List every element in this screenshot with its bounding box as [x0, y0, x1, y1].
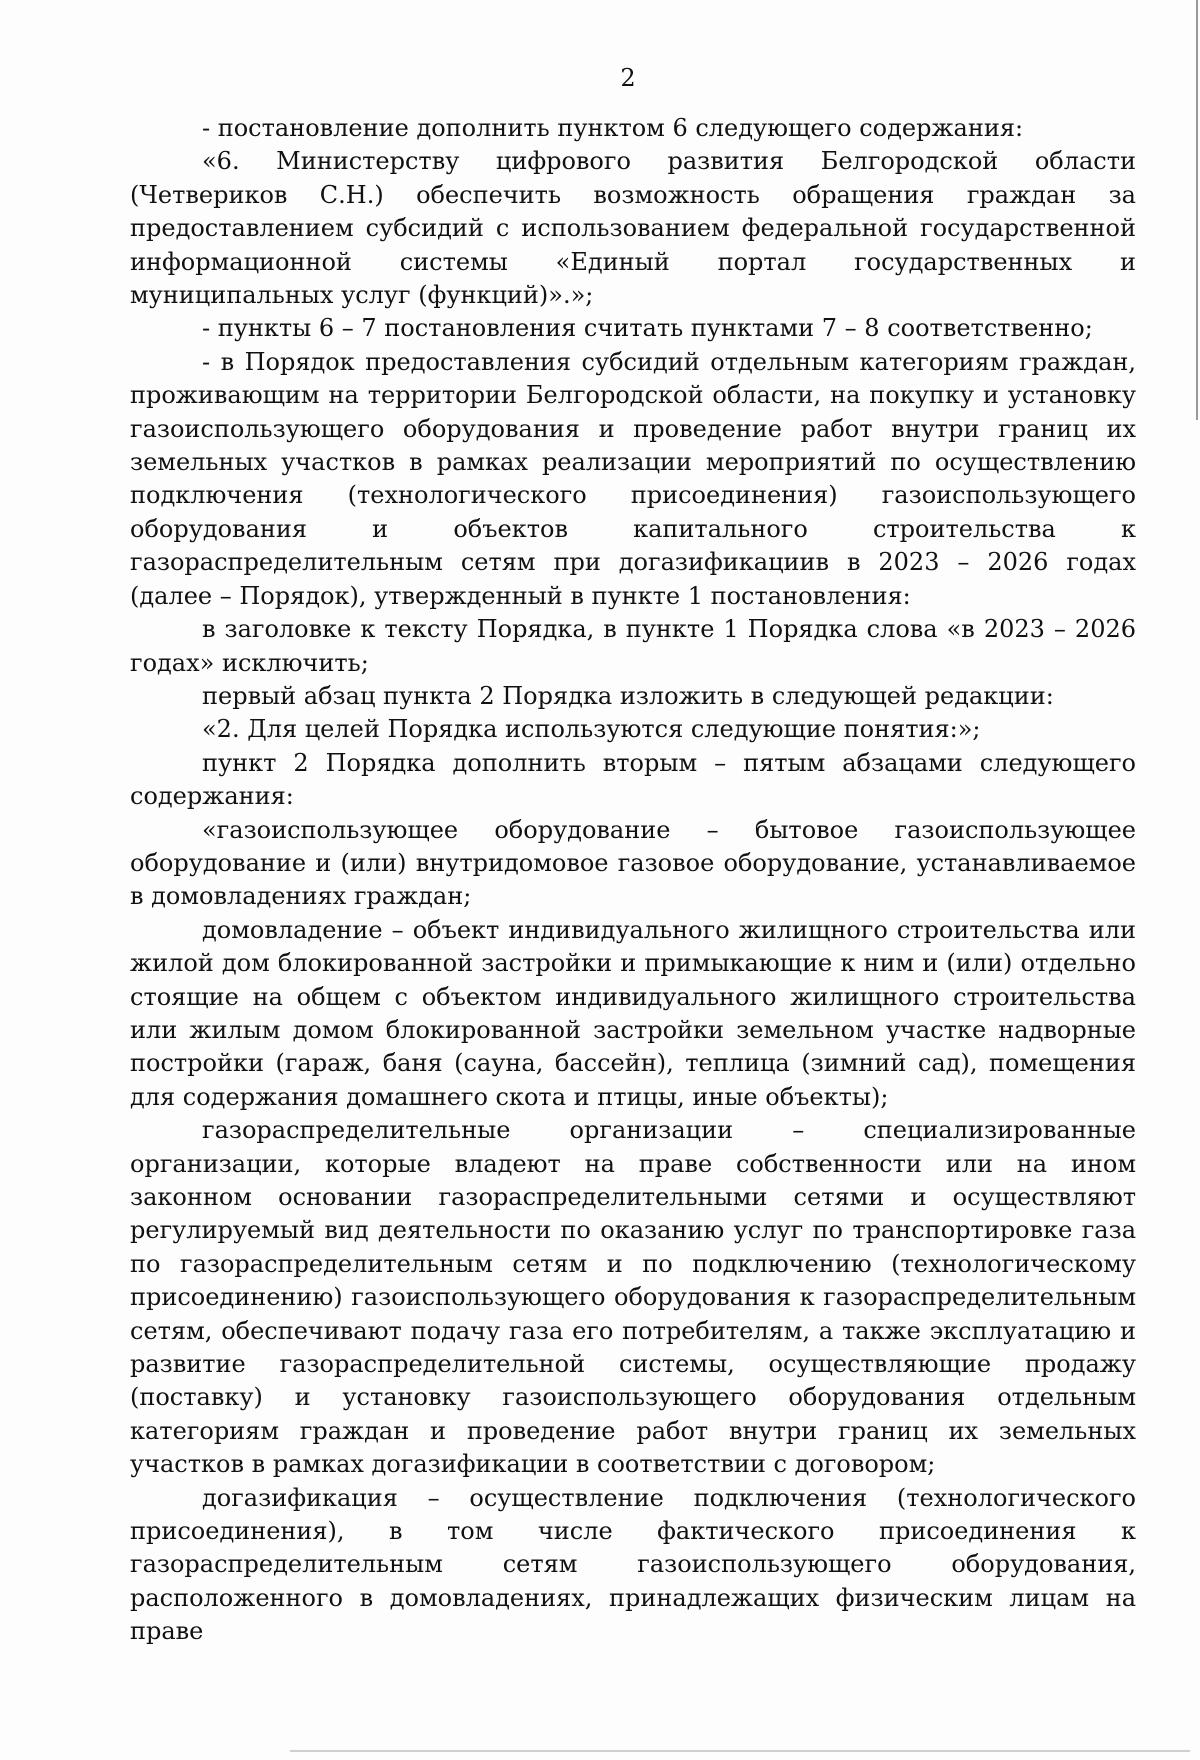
paragraph-3: - пункты 6 – 7 постановления считать пунктами 7 – 8 соответственно; — [202, 314, 1093, 343]
scan-bottom-line — [290, 1750, 1190, 1752]
paragraph-4: - в Порядок предоставления субсидий отдельным категориям граждан, проживающим на территории Белгородской области, на покупку и установку газоиспользующего оборудования и проведение работ внутри границ их земельных участков в рамках реализации мероприятий по осуществлению подключения (технологического присоединения) газоиспользующего оборудования и объектов капитального строительства к газораспределительным сетям при догазификациив в 2023 – 2026 годах (далее – Порядок), утвержденный в пункте 1 постановления: — [130, 347, 1136, 610]
paragraph-8: пункт 2 Порядка дополнить вторым – пятым абзацами следующего содержания: — [130, 748, 1136, 811]
paragraph-1: - постановление дополнить пунктом 6 следующего содержания: — [202, 114, 1024, 142]
document-body — [130, 112, 1136, 1649]
paragraph-9: «газоиспользующее оборудование – бытовое газоиспользующее оборудование и (или) внутридомовое газовое оборудование, устанавливаемое в домовладениях граждан; — [130, 815, 1136, 911]
paragraph-12: догазификация – осуществление подключения (технологического присоединения), в том числе фактического присоединения к газораспределительным сетям газоиспользующего оборудования, расположенного в домовладениях, принадлежащих физическим лицам на праве — [130, 1483, 1136, 1646]
paragraph-7: «2. Для целей Порядка используются следующие понятия:»; — [202, 715, 981, 744]
paragraph-2: «6. Министерству цифрового развития Белгородской области (Четвериков С.Н.) обеспечить возможность обращения граждан за предоставлением субсидий с использованием федеральной государственной информационной системы «Единый портал государственных и муниципальных услуг (функций)».»; — [130, 147, 1136, 310]
paragraph-10: домовладение – объект индивидуального жилищного строительства или жилой дом блокированной застройки и примыкающие к ним и (или) отдельно стоящие на общем с объектом индивидуального жилищного строительства или жилым домом блокированной застройки земельном участке надворные постройки (гараж, баня (сауна, бассейн), теплица (зимний сад), помещения для содержания домашнего скота и птицы, иные объекты); — [130, 915, 1136, 1111]
paragraph-5: в заголовке к тексту Порядка, в пункте 1 Порядка слова «в 2023 – 2026 годах» исключить; — [130, 615, 1136, 677]
paragraph-6: первый абзац пункта 2 Порядка изложить в следующей редакции: — [202, 681, 1054, 710]
paragraph-11: газораспределительные организации – специализированные организации, которые владеют на праве собственности или на ином законном основании газораспределительными сетями и осуществляют регулируемый вид деятельности по оказанию услуг по транспортировке газа по газораспределительным сетям и по подключению (технологическому присоединению) газоиспользующего оборудования к газораспределительным сетям, обеспечивают подачу газа его потребителям, а также эксплуатацию и развитие газораспределительной системы, осуществляющие продажу (поставку) и установку газоиспользующего оборудования отдельным категориям граждан и проведение работ внутри границ их земельных участков в рамках догазификации в соответствии с договором; — [130, 1116, 1136, 1479]
page-number: 2 — [620, 64, 636, 92]
scan-edge-line — [1196, 0, 1198, 420]
